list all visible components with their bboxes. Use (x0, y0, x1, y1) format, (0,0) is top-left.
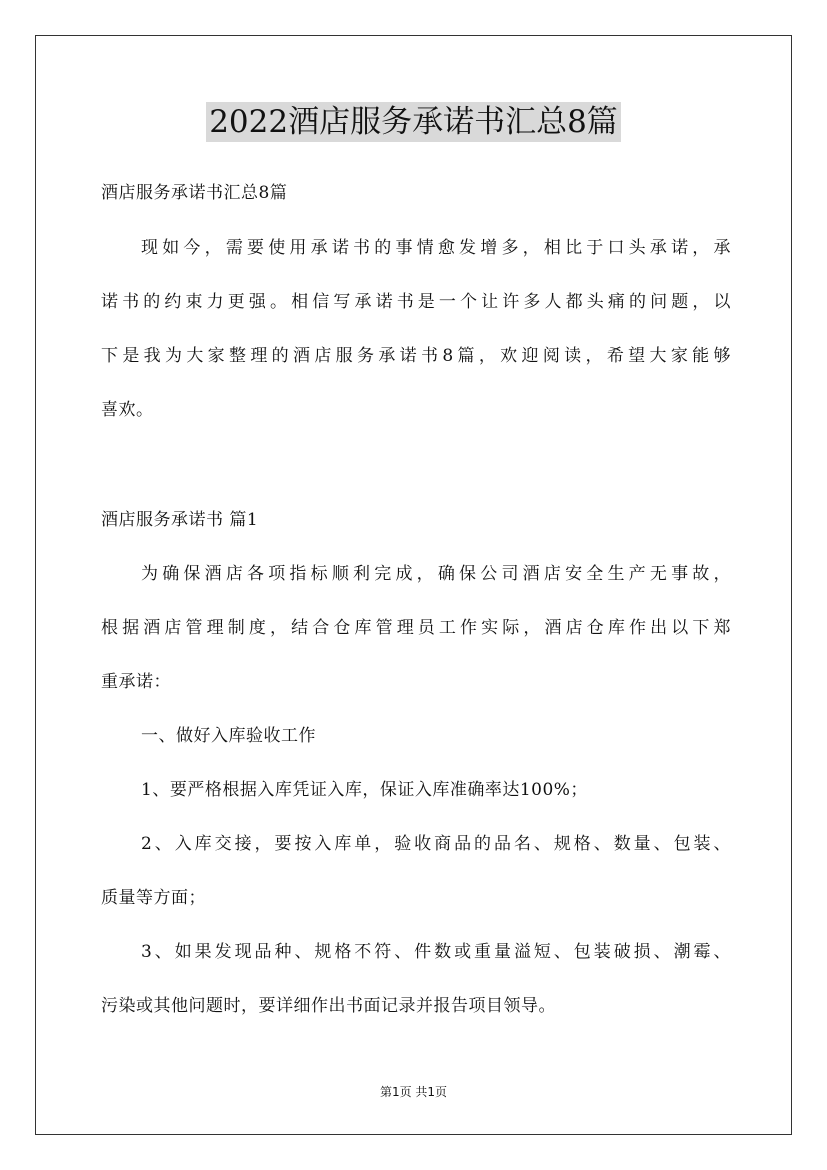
intro-line-2: 诺书的约束力更强。相信写承诺书是一个让许多人都头痛的问题，以 (101, 292, 731, 312)
body-line-7: 质量等方面； (101, 888, 206, 908)
body-line-4: 一、做好入库验收工作 (141, 726, 316, 746)
body-line-8: 3、如果发现品种、规格不符、件数或重量溢短、包装破损、潮霉、 (141, 942, 731, 962)
intro-line-4: 喜欢。 (101, 400, 154, 420)
body-line-5: 1、要严格根据入库凭证入库，保证入库准确率达100%； (141, 780, 588, 800)
section-heading: 酒店服务承诺书 篇1 (101, 510, 259, 530)
title-container (0, 102, 827, 142)
document-subtitle: 酒店服务承诺书汇总8篇 (101, 183, 288, 203)
document-title: 2022酒店服务承诺书汇总8篇 (206, 102, 621, 142)
body-line-3: 重承诺： (101, 672, 171, 692)
body-line-2: 根据酒店管理制度，结合仓库管理员工作实际，酒店仓库作出以下郑 (101, 618, 731, 638)
page-footer: 第1页 共1页 (379, 1085, 448, 1099)
intro-line-1: 现如今，需要使用承诺书的事情愈发增多，相比于口头承诺，承 (141, 238, 731, 258)
body-line-9: 污染或其他问题时，要详细作出书面记录并报告项目领导。 (101, 996, 556, 1016)
body-line-6: 2、入库交接，要按入库单，验收商品的品名、规格、数量、包装、 (141, 834, 731, 854)
intro-line-3: 下是我为大家整理的酒店服务承诺书8篇，欢迎阅读，希望大家能够 (101, 346, 731, 366)
body-line-1: 为确保酒店各项指标顺利完成，确保公司酒店安全生产无事故， (141, 564, 731, 584)
